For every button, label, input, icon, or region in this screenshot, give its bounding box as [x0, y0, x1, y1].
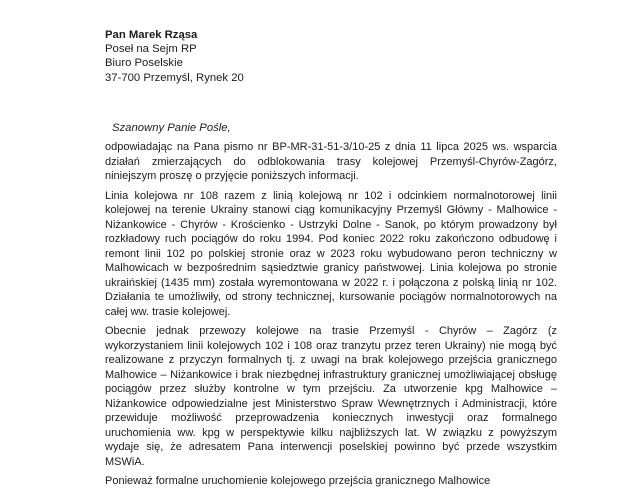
recipient-title: Poseł na Sejm RP	[105, 43, 197, 56]
salutation: Szanowny Panie Pośle,	[112, 121, 231, 134]
recipient-office: Biuro Poselskie	[105, 57, 183, 70]
body-paragraph-2: Linia kolejowa nr 108 razem z linią kolejową nr 102 i odcinkiem normalnotorowej linii kolejowej na terenie Ukrainy stanowi ciąg komunikacyjny Przemyśl Główny - Malhowice - Niżankowice - Chyrów - Krościenko - Ustrzyki Dolne - Sanok, po którym prowadzony był rozkładowy ruch pociągów do roku 1994. Pod koniec 2022 roku zakończono odbudowę i remont linii 102 po polskiej stronie oraz w 2023 roku wybudowano peron techniczny w Malhowicach w bezpośrednim sąsiedztwie granicy państwowej. Linia kolejowa po stronie ukraińskiej (1435 mm) została wyremontowana w 2022 r. i połączona z polską linią nr 102. Działania te umożliwiły, od strony technicznej, kursowanie pociągów normalnotorowych na całej ww. trasie kolejowej.	[105, 189, 557, 318]
recipient-name: Pan Marek Rząsa	[105, 29, 198, 41]
body-paragraph-1: odpowiadając na Pana pismo nr BP-MR-31-51-3/10-25 z dnia 11 lipca 2025 ws. wsparcia działań zmierzających do odblokowania trasy kolejowej Przemyśl-Chyrów-Zagórz, niniejszym proszę o przyjęcie poniższych informacji.	[105, 141, 557, 183]
body-paragraph-4-clipped: Ponieważ formalne uruchomienie kolejowego przejścia granicznego Malhowice	[105, 475, 491, 488]
recipient-address: 37-700 Przemyśl, Rynek 20	[105, 71, 244, 84]
body-paragraph-3: Obecnie jednak przewozy kolejowe na trasie Przemyśl - Chyrów – Zagórz (z wykorzystaniem linii kolejowych 102 i 108 oraz tranzytu przez teren Ukrainy) nie mogą być realizowane z przyczyn formalnych tj. z uwagi na brak kolejowego przejścia granicznego Malhowice – Niżankowice i brak niezbędnej infrastruktury granicznej umożliwiającej obsługę pociągów przez służby kontrolne w tym przejściu. Za utworzenie kpg Malhowice – Niżankowice odpowiedzialne jest Ministerstwo Spraw Wewnętrznych i Administracji, które przewiduje możliwość przeprowadzenia koniecznych inwestycji oraz formalnego uruchomienia ww. kpg w perspektywie kilku najbliższych lat. W związku z powyższym wydaje się, że adresatem Pana interwencji poselskiej powinno być przede wszystkim MSWiA.	[105, 325, 557, 468]
recipient-block	[105, 28, 557, 85]
